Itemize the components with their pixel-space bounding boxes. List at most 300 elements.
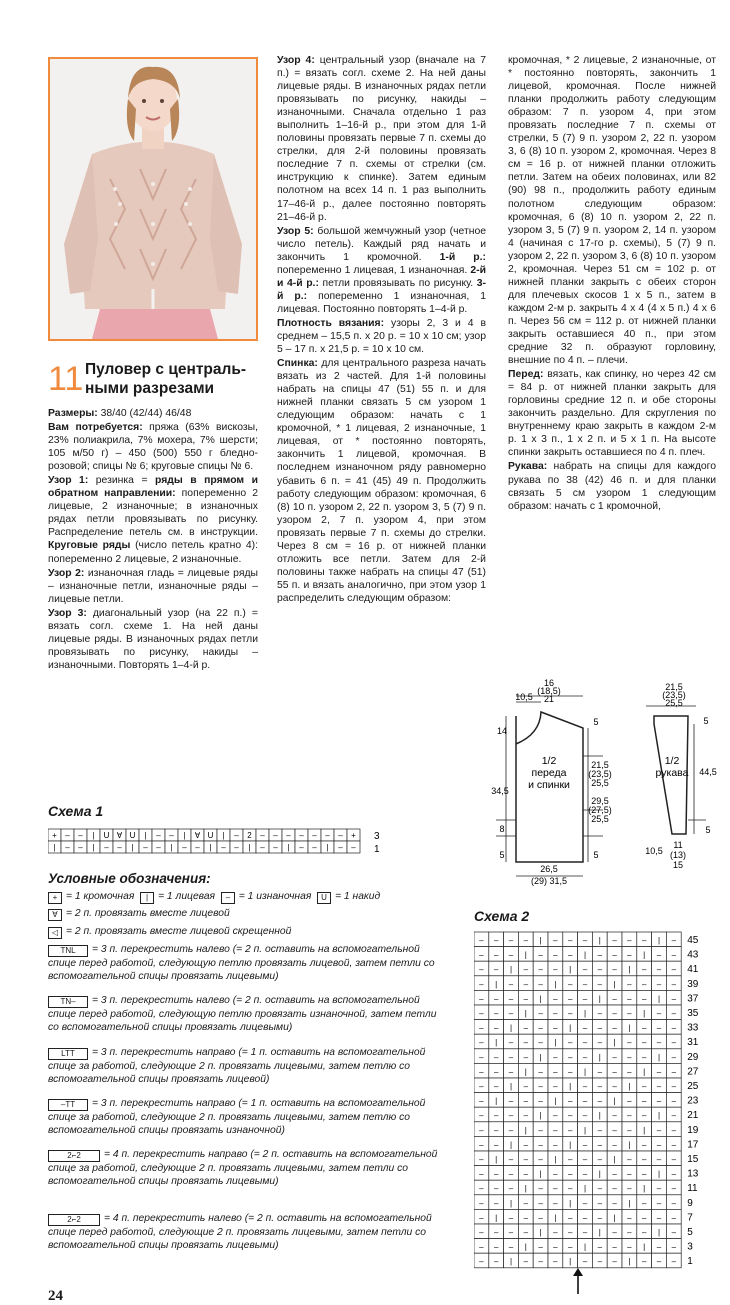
schema2-symbol: | [643,1242,646,1252]
schema2-symbol: – [538,1140,543,1150]
schema2-symbol: | [628,1198,631,1208]
schema2-symbol: – [582,1038,588,1048]
schema2-symbol: – [553,1023,558,1033]
title-line-2: ными разрезами [85,380,215,397]
schema2-symbol: – [567,1125,573,1135]
schema2-symbol: – [671,1213,677,1223]
legend-row-cross-right-4: 2⌐2 = 4 п. перекрестить направо (= 2 п. оставить на вспомогательной спице за работой, следующие 2 п. провязать лицевыми, затем петли со вспомогательной спицы провязать лицевыми) [48,1149,438,1187]
instructions-left-column [48,407,258,673]
schema2-symbol: – [508,979,514,989]
schema2-symbol: – [627,1155,632,1164]
body-neck-depth: 14 [496,726,508,736]
schema2-symbol: | [583,1125,587,1135]
schema2-symbol: – [493,1228,499,1237]
schema2-symbol: – [582,1096,588,1106]
schema2-symbol: | [628,1082,631,1091]
schema2-symbol: – [656,979,662,989]
sleeve-label-1: 1/2 [664,755,680,767]
schema1-symbol: – [104,843,109,852]
schema2-symbol: – [508,936,514,945]
yarn-over-icon: U [317,892,331,904]
schema2-symbol: – [479,1125,484,1135]
schema2-symbol: – [582,1140,588,1150]
sleeve-bottom-2: (13) [669,850,687,860]
schema2-symbol: | [657,1111,661,1121]
schema2-symbol: | [539,1111,542,1121]
schema2-row-label: 25 [687,1081,699,1092]
schema1-symbol: U [103,831,110,840]
schema1-symbol: | [222,831,225,840]
schema1-symbol: U [207,831,214,840]
schema2-symbol: – [641,965,647,975]
schema2-symbol: | [495,979,498,989]
schema1-symbol: – [273,831,278,840]
schema2-symbol: – [641,1140,647,1150]
schema2-row-label: 5 [687,1227,693,1238]
body-top-dim-1: 16 [543,678,555,688]
schema2-symbol: – [641,1052,647,1062]
schema2-symbol: – [508,1067,514,1077]
schema2-symbol: | [509,965,513,975]
cross-right-4-icon: 2⌐2 [48,1150,100,1162]
schema2-symbol: – [538,1038,543,1048]
schema2-symbol: – [479,950,484,960]
schema2-symbol: – [523,1038,529,1048]
schema2-symbol: | [554,1038,557,1048]
schema2-symbol: – [612,1082,617,1091]
schema2-row-label: 23 [687,1095,699,1107]
model-photo [48,57,258,341]
schema2-symbol: – [508,1052,514,1062]
schema2-symbol: – [493,1111,499,1121]
schema2-symbol: | [657,1228,661,1237]
schema2-symbol: – [479,965,484,975]
schema2-symbol: | [643,1125,646,1135]
schema2-symbol: – [627,1038,632,1048]
schema2-symbol: – [656,1009,662,1018]
body-top-dim-2: (18,5) [537,686,561,696]
schema2-symbol: – [553,1257,558,1267]
schema2-row-label: 13 [687,1168,699,1180]
schema2-symbol: – [553,1198,558,1208]
cross-left-3-knit-icon: TNL [48,945,88,957]
schema2-symbol: | [539,1169,542,1179]
schema2-symbol: – [597,1140,603,1150]
schema2-symbol: – [479,1052,484,1062]
legend-row-k2tog-tbl: ◁ = 2 п. провязать вместе лицевой скрещенной [48,925,443,939]
schema2-symbol: – [656,1023,662,1033]
schema2-symbol: – [538,1155,543,1164]
schema2-symbol: – [493,1198,499,1208]
schema1-symbol: – [195,843,200,852]
schema2-symbol: – [567,1009,573,1018]
schema2-symbol: – [479,1198,484,1208]
schema2-symbol: – [538,979,543,989]
schema2-symbol: – [553,1067,558,1077]
schema1-symbol: + [52,831,57,840]
legend-row-k2tog: ∀ = 2 п. провязать вместе лицевой [48,907,443,921]
schema2-chart [474,928,714,1298]
gauge-paragraph: Плотность вязания: узоры 2, 3 и 4 в среднем – 15,5 п. x 20 р. = 10 x 10 см; узор 5 – 17 п. x 21,5 р. = 10 x 10 см. [277,317,486,356]
schema2-symbol: – [567,1184,573,1194]
schema2-symbol: – [553,1125,558,1135]
schema2-symbol: – [523,979,529,989]
schema2-symbol: – [612,1067,617,1077]
schema2-symbol: – [582,965,588,975]
instructions-middle-column [277,54,486,606]
instructions-right-column [508,54,716,514]
schema2-symbol: – [582,1082,588,1091]
schema2-title: Схема 2 [474,908,530,924]
schema2-row-label: 31 [687,1037,699,1049]
schema2-symbol: | [643,1184,646,1194]
body-left-height: 34,5 [491,786,509,796]
schema2-symbol: – [523,1111,529,1121]
schema2-symbol: – [612,1052,617,1062]
schema2-symbol: – [553,1082,558,1091]
body-shoulder: 5 [593,717,599,727]
schema2-symbol: | [569,965,572,975]
schema2-row-label: 39 [687,978,699,990]
schema2-symbol: – [627,1213,632,1223]
schema2-symbol: – [612,1023,617,1033]
schema1-symbol: – [338,831,343,840]
schema2-symbol: – [508,1228,514,1237]
body-top-dim-3: 21 [543,694,555,704]
schema2-symbol: – [597,1009,603,1018]
schema2-row-label: 37 [687,993,699,1005]
schema2-symbol: – [479,1155,484,1164]
schema2-symbol: – [538,1213,543,1223]
schema2-symbol: | [613,1096,616,1106]
schema2-row-label: 9 [687,1197,693,1209]
schema2-symbol: – [508,950,514,960]
schema1-symbol: 2 [247,831,252,840]
back-continued-paragraph: кромочная, * 2 лицевые, 2 изнаночные, от * постоянно повторять, закончить 1 лицевой, кромочная. После нижней планки продолжить работу следующим образом: 7 п. узором 4, при этом провязать последние 7 п. схемы от стрелки, 5 (7) 9 п. узором 2, 22 п. узором 3, 6 (8) 10 п. узором 2, кромочная. Через 8 см = 16 р. от нижней планки отложить петли. Затем на обеих половинах, или 82 (90) 98 п., продолжить работу единым полотном следующим образом: кромочная, 6 (8) 10 п. узором 2, 22 п. узором 3, 5 (7) 9 п. узором 2, 14 п. узором 4 (начиная с 17-го р. схемы), 5 (7) 9 п. узором 2, 22 п. узором 3, 6 (8) 10 п. узором 2, кромочная. Через 51 см = 102 р. от нижней планки закрыть с обеих сторон для плечевых скосов 1 x 5 п., затем в каждом 2-м р. закрыть 4 x 4 (4 x 5 п.) 4 x 6 п. Через 56 см = 112 р. от нижней планки закрыть оставшиеся 40 п., при этом средние 32 п. образуют горловину, внешние по 4 п. – плечи. [508,55,716,367]
schema2-symbol: | [509,1257,513,1267]
sleeve-top-2: (23,5) [662,690,686,700]
schema2-symbol: – [612,1009,617,1018]
schema1-symbol: | [92,843,95,852]
schema2-symbol: | [657,1052,661,1062]
article-number: 11 [48,360,84,398]
schema2-symbol: – [493,1082,499,1091]
schema2-symbol: – [597,965,603,975]
sleeve-cuff-left: 10,5 [645,846,663,856]
schema1-symbol: – [338,843,343,852]
schema2-row-label: 35 [687,1008,699,1019]
schema2-row-label: 21 [687,1110,699,1122]
schema2-symbol: – [493,1052,499,1062]
schema2-symbol: – [567,1111,573,1121]
body-band-left: 5 [499,850,505,860]
schema2-symbol: – [553,1009,558,1018]
body-neck-width: 10,5 [515,692,533,702]
schema2-symbol: – [597,1038,603,1048]
schema2-symbol: – [553,1052,558,1062]
schema2-symbol: | [628,1023,631,1033]
schema1-symbol: – [156,843,161,852]
schema2-symbol: – [597,1155,603,1164]
schema2-symbol: | [569,1198,572,1208]
page-number: 24 [48,1288,63,1304]
schema2-symbol: – [508,1169,514,1179]
body-label-2: переда [531,767,567,779]
schema2-symbol: | [524,1009,527,1018]
schema2-symbol: – [597,1096,603,1106]
schema2-symbol: – [627,1111,632,1121]
schema1-symbol: – [78,831,83,840]
schema2-symbol: – [597,950,603,960]
schema2-symbol: | [495,1096,498,1106]
schema2-symbol: – [656,1198,662,1208]
schema2-symbol: – [553,1184,558,1194]
body-right-upper-1: 21,5 [591,760,609,770]
schema2-symbol: – [641,1082,647,1091]
body-label-3: и спинки [528,779,570,791]
schema2-symbol: – [671,1009,677,1018]
legend-row-basic [48,890,443,904]
schema1-symbol: – [234,831,239,840]
schema2-symbol: – [671,1198,677,1208]
schema2-symbol: – [656,1155,662,1164]
schema2-symbol: – [553,965,558,975]
schema2-symbol: – [641,1096,647,1106]
schema2-symbol: | [524,1242,527,1252]
schema2-row-label: 15 [687,1154,699,1165]
title-line-1: Пуловер с централь- [85,361,247,378]
schema2-symbol: – [523,1052,529,1062]
schema2-symbol: – [671,936,677,945]
cross-right-3-knit-icon: LTT [48,1048,88,1060]
schema2-symbol: | [495,1038,498,1048]
schema1-symbol: – [299,843,304,852]
body-right-lower-3: 25,5 [591,814,609,824]
schema2-symbol: – [582,1213,588,1223]
sleeves-paragraph: Рукава: набрать на спицы для каждого рукава по 38 (42) 46 п. и для планки связать 5 см узором 1 следующим образом: начать с 1 кромочной, [508,461,716,512]
schema2-symbol: – [553,1111,558,1121]
body-right-lower-1: 29,5 [591,796,609,806]
schema2-symbol: – [567,1228,573,1237]
schema2-symbol: – [612,1242,617,1252]
schema2-symbol: – [567,950,573,960]
legend-row-cross-left-4: 2⌐2 = 4 п. перекрестить налево (= 2 п. оставить на вспомогательной спице перед работой, следующие 2 п. провязать лицевыми, затем петли со вспомогательной спицы провязать лицевыми) [48,1213,432,1251]
legend-row-cross-right-purl: –TT = 3 п. перекрестить направо (= 1 п. оставить на вспомогательной спице за работой, следующие 2 п. провязать лицевыми, затем петлю со вспомогательной спицы провязать изнаночной) [48,1098,426,1136]
sleeve-label-2: рукава [655,767,689,779]
schema2-symbol: | [598,1228,601,1237]
body-bottom-1: 26,5 [540,864,558,874]
schema2-symbol: – [508,1242,514,1252]
schema2-symbol: – [479,1067,484,1077]
schema1-symbol: | [53,843,56,852]
schema2-symbol: – [612,1140,617,1150]
schema2-symbol: – [656,1140,662,1150]
schema2-symbol: – [627,950,632,960]
schema1-symbol: U [129,831,136,840]
schema1-symbol: – [273,843,278,852]
schema2-symbol: – [671,1155,677,1164]
k2tog-tbl-icon: ◁ [48,927,62,939]
schema2-symbol: – [479,1111,484,1121]
cross-right-3-purl-icon: –TT [48,1099,88,1111]
schema2-row-label: 19 [687,1124,699,1136]
schema2-symbol: – [567,936,573,945]
schema2-symbol: – [656,965,662,975]
schema2-symbol: – [508,1184,514,1194]
schema2-symbol: – [479,1023,484,1033]
sweater-photo-illustration [50,59,256,339]
schema2-row-label: 11 [687,1183,698,1195]
schema2-symbol: – [671,965,677,975]
schema2-symbol: – [641,1023,647,1033]
schema2-symbol: – [627,1169,632,1179]
schema2-symbol: – [582,1052,588,1062]
schema2-symbol: – [523,936,529,945]
schema2-symbol: – [656,1257,662,1267]
schema2-symbol: – [671,1140,677,1150]
schema2-symbol: – [656,1213,662,1223]
schema2-symbol: – [627,994,632,1004]
legend-row-cross-left-purl: TN– = 3 п. перекрестить налево (= 2 п. оставить на вспомогательной спице перед работой, следующую петлю провязать изнаночной, затем петли со вспомогательной спицы провязать лицевыми) [48,995,437,1033]
schema2-symbol: | [583,950,587,960]
schema2-symbol: – [567,1038,573,1048]
schema2-symbol: – [671,1242,677,1252]
schema2-symbol: – [493,1257,499,1267]
schema2-symbol: – [656,1082,662,1091]
article-title [48,360,258,404]
schema2-symbol: – [612,1228,617,1237]
schema2-symbol: | [583,1242,587,1252]
schema2-symbol: – [612,1169,617,1179]
schema2-symbol: – [553,1242,558,1252]
schema2-symbol: | [643,1009,646,1018]
schema1-symbol: | [248,843,251,852]
schema1-symbol: – [78,843,83,852]
schema2-symbol: – [612,1125,617,1135]
schema2-symbol: – [523,1023,529,1033]
sleeve-pattern-diagram [636,672,726,894]
schema2-symbol: – [671,1052,677,1062]
knit-icon: | [140,892,154,904]
schema2-symbol: | [613,979,616,989]
schema2-symbol: – [612,1198,617,1208]
schema2-symbol: – [538,1082,543,1091]
schema2-symbol: – [597,1213,603,1223]
schema2-symbol: – [641,1155,647,1164]
schema2-symbol: – [671,1125,677,1135]
pattern5-paragraph: Узор 5: большой жемчужный узор (четное число петель). Каждый ряд начать и закончить 1 кромочной. 1-й р.: попеременно 1 лицевая, 1 изнаночная. 2-й и 4-й р.: петли провязывать по рисунку. 3-й р.: попеременно 1 изнаночная, 1 лицевая. Постоянно повторять 1–4-й р. [277,225,487,315]
schema2-symbol: – [479,1184,484,1194]
schema2-symbol: | [628,1257,631,1267]
schema2-symbol: – [582,1111,588,1121]
schema2-symbol: | [539,936,542,945]
pattern4-paragraph: Узор 4: центральный узор (вначале на 7 п.) = вязать согл. схеме 2. На ней даны лицевые ряды. В изнаночных рядах петли провязывать по рисунку, накиды – изнаночными. Сначала отдельно 1 раз выполнить 1–16-й р., при этом для 1-й половины провязать первые 7 п. схемы до стрелки, для 2-й половины провязать последние 7 п. схемы от стрелки (см. инструкцию к спинке). Затем единым полотном на всех 14 п. 1 раз выполнить 17–46-й р., далее постоянно повторять 21–46-й р. [277,55,486,223]
schema1-symbol: – [156,831,161,840]
schema2-symbol: – [479,1140,484,1150]
schema2-symbol: – [671,1038,677,1048]
schema2-symbol: – [479,1242,484,1252]
schema2-symbol: – [493,1169,499,1179]
schema2-row-label: 3 [687,1241,693,1253]
k2tog-icon: ∀ [48,909,62,921]
schema2-symbol: | [569,1257,572,1267]
schema2-symbol: – [553,1140,558,1150]
schema1-symbol: – [117,843,122,852]
body-label-1: 1/2 [541,755,557,767]
schema2-symbol: – [538,1009,543,1018]
schema2-row-label: 41 [687,964,699,976]
schema2-symbol: | [554,1213,557,1223]
schema2-symbol: – [656,1242,662,1252]
schema2-symbol: | [628,1140,631,1150]
schema2-symbol: – [627,1228,632,1237]
schema2-symbol: – [523,1169,529,1179]
schema2-symbol: – [627,1009,632,1018]
schema2-symbol: – [641,1257,647,1267]
schema2-symbol: – [523,1257,529,1267]
schema2-symbol: | [628,965,631,975]
schema2-symbol: – [582,1228,588,1237]
article-title-text [85,360,255,398]
legend-text-yarnover: = 1 накид [335,891,381,902]
schema2-symbol: – [479,1009,484,1018]
schema2-symbol: – [479,1169,484,1179]
schema2-symbol: – [582,1257,588,1267]
schema2-symbol: – [627,936,632,945]
schema2-symbol: – [567,1052,573,1062]
schema2-symbol: | [554,1155,557,1164]
schema2-symbol: – [479,994,484,1004]
schema2-symbol: – [597,979,603,989]
schema2-symbol: – [567,1155,573,1164]
schema2-symbol: – [671,1169,677,1179]
sleeve-top-3: 25,5 [665,698,683,708]
schema2-symbol: – [671,994,677,1004]
schema1-symbol: | [131,843,134,852]
schema2-symbol: – [641,1198,647,1208]
schema2-symbol: – [671,1257,677,1267]
schema2-symbol: – [479,1213,484,1223]
schema2-symbol: – [627,979,632,989]
front-paragraph: Перед: вязать, как спинку, но через 42 см = 84 р. от нижней планки закрыть для горловины средние 12 п. и обе стороны закончить раздельно. Для скругления по внутреннему краю закрыть в каждом 2-м р. 1 x 3 п., 1 x 2 п. и 5 x 1 п. На высоте спинки закрыть оставшиеся по 4 п. плеч. [508,369,716,459]
materials-paragraph: Вам потребуется: пряжа (63% вискозы, 23% полиакрила, 7% мохера, 7% шерсти; 105 м/50 г) – 450 (500) 550 г бледно-розовой; спицы № 6; круговые спицы № 6. [48,422,258,473]
schema2-symbol: | [598,936,601,945]
schema1-title: Схема 1 [48,803,104,819]
schema2-symbol: – [641,1213,647,1223]
schema2-symbol: | [495,1155,498,1164]
schema1-symbol: – [65,843,70,852]
pattern3-paragraph: Узор 3: диагональный узор (на 22 п.) = вязать согл. схеме 1. На ней даны лицевые ряды. В изнаночных рядах петли провязывать по рисунку, накиды – изнаночными. Повторять 1–4-й р. [48,607,258,671]
body-bottom-2: (29) 31,5 [530,876,568,886]
schema2-symbol: – [627,1052,632,1062]
schema1-symbol: ∀ [194,831,201,840]
legend-text-knit: = 1 лицевая [158,891,216,902]
schema2-symbol: | [583,1184,587,1194]
schema2-symbol: – [567,1242,573,1252]
schema2-symbol: | [657,1169,661,1179]
schema2-symbol: – [641,1111,647,1121]
schema1-symbol: – [182,843,187,852]
schema2-symbol: – [523,1155,529,1164]
schema2-symbol: – [538,965,543,975]
schema1-symbol: | [326,843,329,852]
schema2-symbol: – [567,979,573,989]
schema2-row-label: 1 [687,1256,693,1268]
sleeve-cuff: 5 [705,825,711,835]
schema2-symbol: – [479,1096,484,1106]
cross-left-4-icon: 2⌐2 [48,1214,100,1226]
body-band-right: 5 [593,850,599,860]
